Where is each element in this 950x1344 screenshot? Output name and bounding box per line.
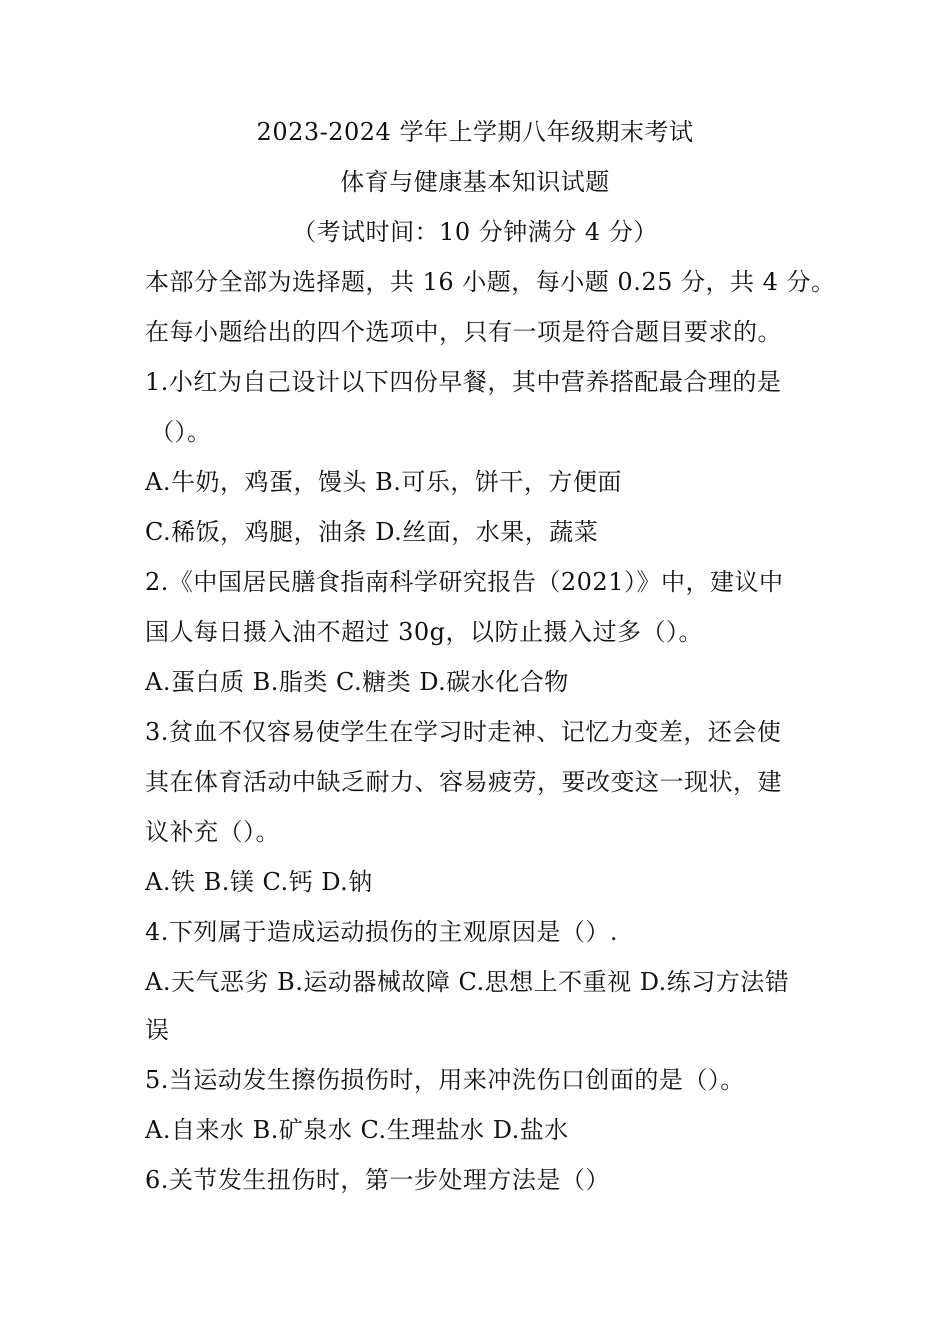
question-3-stem-cont: 其在体育活动中缺乏耐力、容易疲劳，要改变这一现状，建 <box>145 768 782 796</box>
question-6-stem: 6.关节发生扭伤时，第一步处理方法是（） <box>145 1166 610 1194</box>
question-1-stem-cont: （）。 <box>150 418 212 446</box>
exam-info: （考试时间：10 分钟满分 4 分） <box>292 218 658 246</box>
question-2-options: A.蛋白质 B.脂类 C.糖类 D.碳水化合物 <box>145 668 569 696</box>
exam-title: 2023-2024 学年上学期八年级期末考试 <box>256 118 694 146</box>
question-4-stem: 4.下列属于造成运动损伤的主观原因是（）. <box>145 918 619 946</box>
exam-subtitle: 体育与健康基本知识试题 <box>340 168 610 196</box>
instruction-line: 在每小题给出的四个选项中，只有一项是符合题目要求的。 <box>145 318 782 346</box>
instruction-line: 本部分全部为选择题，共 16 小题，每小题 0.25 分，共 4 分。 <box>145 268 836 296</box>
question-5-options: A.自来水 B.矿泉水 C.生理盐水 D.盐水 <box>145 1116 569 1144</box>
question-5-stem: 5.当运动发生擦伤损伤时，用来冲洗伤口创面的是（）。 <box>145 1066 745 1094</box>
question-2-stem: 2.《中国居民膳食指南科学研究报告（2021）》中，建议中 <box>145 568 784 596</box>
question-1-options: A.牛奶，鸡蛋，馒头 B.可乐，饼干，方便面 <box>145 468 622 496</box>
question-3-options: A.铁 B.镁 C.钙 D.钠 <box>145 868 373 896</box>
question-1-stem: 1.小红为自己设计以下四份早餐，其中营养搭配最合理的是 <box>145 368 782 396</box>
question-4-options: A.天气恶劣 B.运动器械故障 C.思想上不重视 D.练习方法错 <box>145 968 790 996</box>
question-4-options-cont: 误 <box>145 1016 170 1044</box>
question-3-stem: 3.贫血不仅容易使学生在学习时走神、记忆力变差，还会使 <box>145 718 782 746</box>
question-3-stem-cont: 议补充（）。 <box>145 818 280 846</box>
question-1-options: C.稀饭，鸡腿，油条 D.丝面，水果，蔬菜 <box>145 518 599 546</box>
question-2-stem-cont: 国人每日摄入油不超过 30g，以防止摄入过多（）。 <box>145 618 704 646</box>
